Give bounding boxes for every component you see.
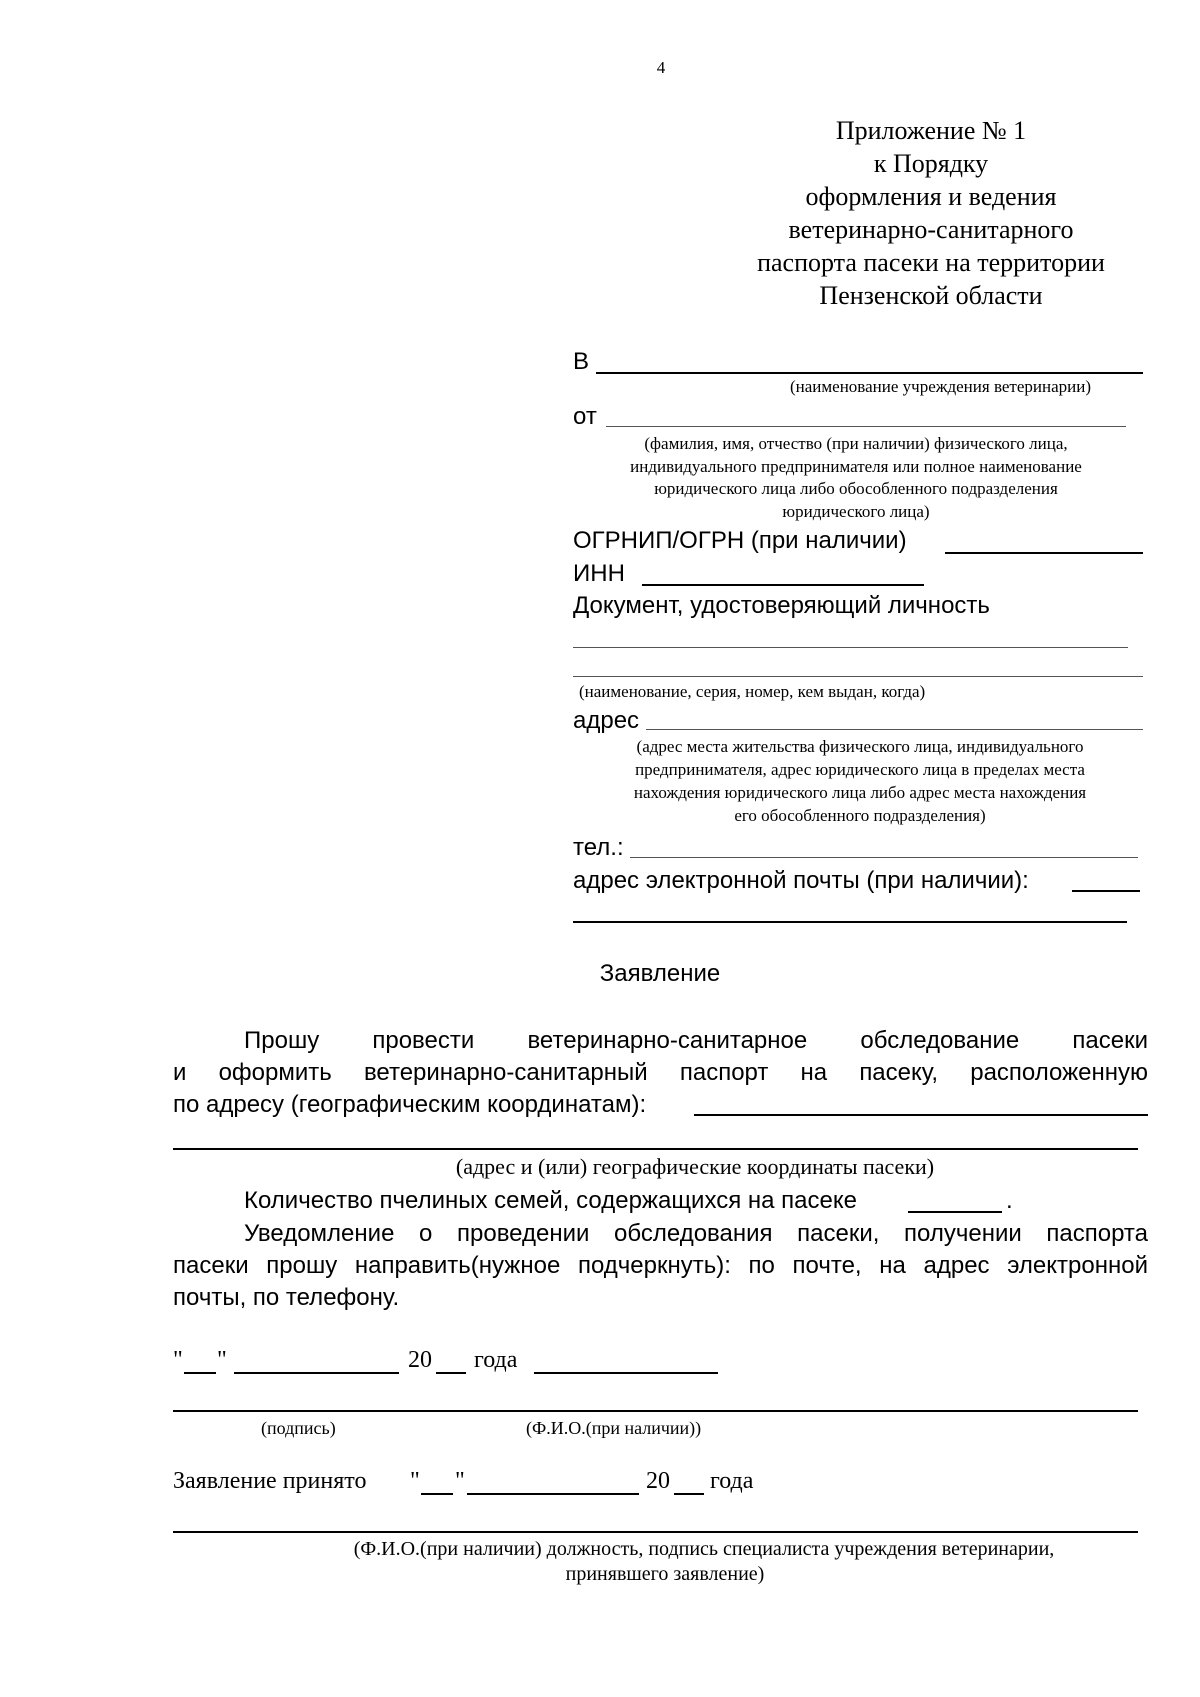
apiary-address-caption: (адрес и (или) географические координаты пасеки) [455,1154,935,1179]
from-caption: (фамилия, имя, отчество (при наличии) физического лица, [644,434,1068,453]
address-label: адрес [573,707,640,734]
date-extra-line[interactable] [534,1372,718,1374]
apiary-address-field-line[interactable] [694,1114,1148,1116]
signature-caption: (подпись) [261,1418,336,1438]
from-caption: юридического лица либо обособленного подразделения [654,479,1058,498]
apiary-address-field-line[interactable] [173,1148,1138,1150]
accepted-month-field-line[interactable] [467,1493,639,1495]
email-field-line[interactable] [573,921,1127,923]
appendix-line: паспорта пасеки на территории [757,248,1105,277]
body-line: и оформить ветеринарно-санитарный паспорт на пасеку, расположенную [173,1059,1148,1086]
to-caption: (наименование учреждения ветеринарии) [790,377,1091,396]
phone-label: тел.: [573,834,624,861]
name-caption: (Ф.И.О.(при наличии)) [526,1418,702,1438]
accepted-label: Заявление принято [173,1468,367,1494]
inn-field-line[interactable] [642,584,924,586]
ogrn-label: ОГРНИП/ОГРН (при наличии) [573,527,907,554]
colonies-label: Количество пчелиных семей, содержащихся на пасеке [244,1187,857,1214]
address-caption: предпринимателя, адрес юридического лица в пределах места [635,760,1085,779]
ogrn-field-line[interactable] [945,552,1143,554]
specialist-caption: принявшего заявление) [565,1563,765,1585]
to-prefix: В [573,348,590,375]
quote-close: " [455,1468,465,1494]
accepted-year-field-line[interactable] [674,1493,704,1495]
month-field-line[interactable] [234,1372,399,1374]
appendix-line: Приложение № 1 [835,116,1027,145]
year-prefix: 20 [646,1468,670,1494]
from-field-line[interactable] [606,426,1126,427]
doc-field-line[interactable] [573,647,1128,648]
quote-close: " [217,1347,227,1373]
page-number: 4 [656,58,666,77]
address-caption: (адрес места жительства физического лица, индивидуального [636,737,1084,756]
year-suffix: года [710,1468,754,1494]
signature-field-line[interactable] [173,1410,1138,1412]
appendix-line: Пензенской области [819,281,1043,310]
doc-field-line[interactable] [573,676,1143,677]
from-caption: юридического лица) [782,502,930,521]
accepted-day-field-line[interactable] [421,1493,453,1495]
colonies-field-line[interactable] [908,1211,1002,1213]
body-line: Уведомление о проведении обследования пасеки, получении паспорта [244,1220,1148,1247]
body-line: пасеки прошу направить(нужное подчеркнуть): по почте, на адрес электронной [173,1252,1148,1279]
appendix-line: к Порядку [873,149,989,178]
from-caption: индивидуального предпринимателя или полное наименование [630,457,1082,476]
body-line: по адресу (географическим координатам): [173,1091,647,1118]
phone-field-line[interactable] [630,857,1138,858]
quote-open: " [173,1347,183,1373]
day-field-line[interactable] [184,1372,216,1374]
from-prefix: от [573,403,597,430]
doc-caption: (наименование, серия, номер, кем выдан, когда) [579,682,926,701]
body-line: почты, по телефону. [173,1284,400,1311]
email-field-line[interactable] [1072,890,1140,892]
inn-label: ИНН [573,560,625,587]
to-field-line[interactable] [596,372,1143,374]
appendix-line: ветеринарно-санитарного [788,215,1074,244]
address-caption: его обособленного подразделения) [734,806,986,825]
doc-label: Документ, удостоверяющий личность [573,592,990,619]
specialist-field-line[interactable] [173,1531,1138,1533]
specialist-caption: (Ф.И.О.(при наличии) должность, подпись специалиста учреждения ветеринарии, [353,1538,1055,1560]
colonies-period: . [1006,1187,1013,1214]
email-label: адрес электронной почты (при наличии): [573,867,1029,894]
body-line: Прошу провести ветеринарно-санитарное обследование пасеки [244,1027,1148,1054]
quote-open: " [410,1468,420,1494]
address-caption: нахождения юридического лица либо адрес места нахождения [633,783,1087,802]
address-field-line[interactable] [646,729,1143,730]
document-title: Заявление [599,960,721,987]
appendix-line: оформления и ведения [805,182,1057,211]
year-suffix: года [474,1347,518,1373]
year-prefix: 20 [408,1347,432,1373]
year-field-line[interactable] [436,1372,466,1374]
